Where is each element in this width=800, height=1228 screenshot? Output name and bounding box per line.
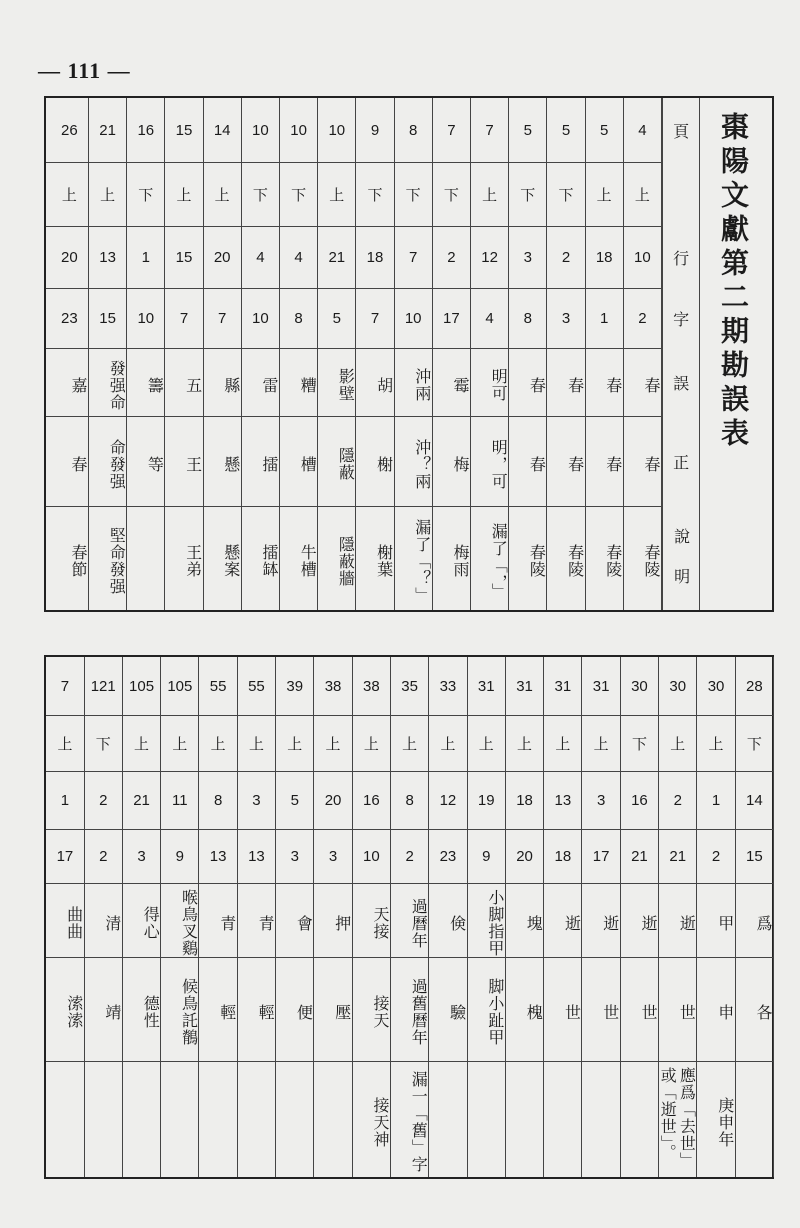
page-cell: 15 (175, 121, 193, 139)
note-cell (276, 1061, 313, 1177)
table-row (509, 98, 547, 610)
page-cell: 7 (485, 121, 494, 139)
column-cell: 上 (61, 186, 77, 204)
char-cell: 2 (99, 847, 108, 865)
error-cell: 籌 (145, 376, 165, 394)
char-cell: 23 (61, 309, 78, 327)
correct-cell: 懸 (221, 455, 241, 473)
error-cell: 甲 (715, 914, 735, 932)
column-cell: 上 (634, 186, 650, 204)
line-cell: 2 (561, 248, 571, 266)
char-cell: 3 (290, 847, 299, 865)
note-cell (583, 1061, 620, 1177)
table-row (586, 98, 624, 610)
char-cell: 10 (404, 309, 422, 327)
table-row (200, 657, 238, 1177)
char-cell: 17 (592, 847, 610, 865)
correct-cell: 王 (183, 455, 203, 473)
column-cell: 上 (596, 186, 612, 204)
column-cell: 上 (134, 735, 150, 753)
page-cell: 55 (209, 677, 227, 695)
table-row (506, 657, 544, 1177)
char-cell: 10 (362, 847, 380, 865)
page-cell: 31 (554, 677, 572, 695)
note-cell (200, 1061, 237, 1177)
page-number: — 111 — (38, 58, 131, 83)
page-cell: 7 (60, 677, 70, 695)
table-row (165, 98, 203, 610)
char-cell: 1 (600, 309, 609, 327)
correct-cell: 命發强 (107, 438, 127, 490)
errata-table-1 (44, 96, 774, 612)
table-row (353, 657, 391, 1177)
note-cell: 隱蔽牆 (336, 535, 356, 587)
line-cell: 18 (516, 791, 533, 809)
char-cell: 7 (218, 309, 227, 327)
correct-cell: 世 (639, 1003, 659, 1021)
correct-cell: 春 (68, 455, 88, 473)
header-page: 頁 (673, 121, 690, 141)
table-row (123, 657, 161, 1177)
column-cell: 上 (100, 186, 116, 204)
error-cell: 爲 (753, 914, 773, 932)
char-cell: 13 (248, 847, 265, 865)
char-cell: 15 (745, 847, 763, 865)
page-cell: 5 (600, 121, 609, 139)
line-cell: 15 (175, 248, 193, 266)
error-cell: 嘉 (68, 376, 88, 394)
table-row (583, 657, 621, 1177)
error-cell: 逝 (639, 914, 659, 932)
correct-cell: 隱蔽 (336, 447, 356, 481)
error-cell: 春 (641, 376, 661, 394)
page-cell: 35 (401, 677, 418, 695)
char-cell: 3 (561, 309, 571, 327)
note-cell (238, 1061, 275, 1177)
char-cell: 13 (209, 847, 227, 865)
line-cell: 21 (133, 791, 150, 809)
line-cell: 4 (294, 248, 303, 266)
page-cell: 28 (745, 677, 763, 695)
line-cell: 16 (362, 791, 380, 809)
column-cell: 上 (176, 186, 192, 204)
note-cell (46, 1061, 83, 1177)
page-cell: 10 (328, 121, 346, 139)
char-cell: 4 (485, 309, 494, 327)
page-cell: 31 (592, 677, 610, 695)
correct-cell: 擂 (259, 455, 279, 473)
table-row (276, 657, 314, 1177)
table-row (314, 657, 352, 1177)
errata-table-2 (44, 655, 774, 1179)
correct-cell: 輕 (256, 1003, 276, 1021)
correct-cell: 世 (677, 1003, 697, 1021)
line-cell: 1 (60, 791, 70, 809)
line-cell: 18 (366, 248, 384, 266)
error-cell: 青 (217, 914, 237, 932)
line-cell: 10 (634, 248, 651, 266)
page-cell: 38 (324, 677, 342, 695)
column-cell: 上 (57, 735, 73, 753)
line-cell: 3 (596, 791, 606, 809)
note-cell: 堅命發强 (107, 527, 127, 595)
header-line: 行 (673, 248, 690, 268)
note-cell (127, 506, 164, 610)
line-cell: 21 (328, 248, 346, 266)
error-cell: 五 (183, 376, 203, 394)
char-cell: 8 (523, 309, 532, 327)
table-row (547, 98, 585, 610)
char-cell: 3 (137, 847, 146, 865)
page-cell: 5 (523, 121, 532, 139)
table-row (621, 657, 659, 1177)
note-cell: 漏一「舊」字 (409, 1071, 429, 1173)
line-cell: 12 (481, 248, 498, 266)
line-cell: 20 (213, 248, 231, 266)
column-cell: 上 (325, 735, 341, 753)
correct-cell: 春 (641, 455, 661, 473)
error-cell: 逝 (562, 914, 582, 932)
correct-cell: 春 (603, 455, 623, 473)
page-cell: 31 (477, 677, 495, 695)
table-row (85, 657, 123, 1177)
column-cell: 下 (631, 735, 647, 753)
column-cell: 下 (520, 186, 536, 204)
correct-cell: 靖 (102, 1003, 122, 1021)
column-cell: 上 (248, 735, 264, 753)
correct-cell: 世 (600, 1003, 620, 1021)
column-cell: 下 (405, 186, 421, 204)
table-row (46, 657, 84, 1177)
page-cell: 7 (447, 121, 456, 139)
error-cell: 春 (565, 376, 585, 394)
error-cell: 得心 (141, 906, 161, 940)
error-cell: 押 (332, 914, 352, 932)
char-cell: 9 (175, 847, 184, 865)
correct-cell: 便 (294, 1003, 314, 1021)
page-cell: 105 (129, 677, 155, 695)
correct-cell: 各 (753, 1003, 773, 1021)
error-cell: 清 (102, 914, 122, 932)
note-cell (468, 1061, 505, 1177)
correct-cell: 溹溹 (64, 995, 84, 1029)
char-cell: 10 (137, 309, 155, 327)
correct-cell: 梅 (450, 455, 470, 473)
table-row (280, 98, 318, 610)
error-cell: 發强命 (107, 359, 127, 411)
correct-cell: 壓 (332, 1003, 352, 1021)
note-cell: 庚申年 (715, 1096, 735, 1148)
note-cell (506, 1061, 543, 1177)
note-cell: 接天神 (370, 1096, 390, 1148)
column-cell: 下 (558, 186, 574, 204)
table-row (544, 657, 582, 1177)
column-cell: 上 (593, 735, 609, 753)
note-cell: 漏了「，」 (489, 522, 509, 600)
table-title-column (694, 98, 772, 610)
column-cell: 下 (746, 735, 762, 753)
note-cell: 懸案 (221, 544, 241, 578)
char-cell: 10 (252, 309, 269, 327)
header-col (663, 162, 699, 226)
page-cell: 14 (213, 121, 231, 139)
table-row (471, 98, 509, 610)
error-cell: 塊 (524, 914, 544, 932)
error-cell: 春 (527, 376, 547, 394)
line-cell: 20 (61, 248, 78, 266)
page-cell: 55 (248, 677, 265, 695)
table-title: 棗陽文獻第二期勘誤表 (717, 112, 750, 452)
column-cell: 下 (443, 186, 459, 204)
table-row (238, 657, 276, 1177)
table-row (127, 98, 165, 610)
correct-cell: 春 (527, 455, 547, 473)
line-cell: 2 (99, 791, 108, 809)
note-cell: 漏了「？」 (412, 518, 432, 604)
char-cell: 17 (56, 847, 74, 865)
char-cell: 2 (711, 847, 721, 865)
error-cell: 春 (603, 376, 623, 394)
error-cell: 喉鳥叉鷄 (179, 889, 199, 957)
char-cell: 5 (332, 309, 341, 327)
page-cell: 21 (99, 121, 116, 139)
column-cell: 下 (252, 186, 268, 204)
correct-cell: 明，可 (489, 438, 509, 490)
char-cell: 9 (482, 847, 491, 865)
char-cell: 2 (405, 847, 414, 865)
column-cell: 下 (291, 186, 307, 204)
correct-cell: 過舊曆年 (409, 978, 429, 1046)
error-cell: 胡 (374, 376, 394, 394)
column-cell: 上 (214, 186, 230, 204)
table-row (356, 98, 394, 610)
header-correct: 正 (673, 452, 690, 472)
table-row (89, 98, 127, 610)
error-cell: 縣 (221, 376, 241, 394)
note-cell: 榭葉 (374, 544, 394, 578)
error-cell: 明可 (489, 368, 509, 402)
page-cell: 30 (631, 677, 648, 695)
correct-cell: 槐 (524, 1003, 544, 1021)
error-cell: 沖兩 (412, 368, 432, 402)
column-cell: 下 (367, 186, 383, 204)
column-cell: 上 (440, 735, 456, 753)
note-cell: 春陵 (603, 544, 623, 578)
line-cell: 1 (141, 248, 150, 266)
page-cell: 33 (439, 677, 457, 695)
column-cell: 上 (670, 735, 686, 753)
note-cell (161, 1061, 198, 1177)
page-cell: 39 (286, 677, 304, 695)
note-cell: 春節 (68, 544, 88, 578)
char-cell: 15 (99, 309, 116, 327)
page-cell: 10 (290, 121, 307, 139)
error-cell: 會 (294, 914, 314, 932)
header-note: 說 明 (671, 528, 691, 588)
note-cell (123, 1061, 160, 1177)
correct-cell: 榭 (374, 455, 394, 473)
line-cell: 19 (477, 791, 495, 809)
column-cell: 下 (95, 735, 111, 753)
note-cell: 王弟 (183, 544, 203, 578)
error-cell: 小脚指甲 (485, 889, 505, 957)
page-cell: 26 (61, 121, 78, 139)
column-cell: 上 (555, 735, 571, 753)
correct-cell: 春 (565, 455, 585, 473)
column-cell: 上 (329, 186, 345, 204)
line-cell: 13 (554, 791, 572, 809)
note-cell: 應爲「去世」或「逝世」。 (658, 1067, 697, 1169)
column-cell: 上 (287, 735, 303, 753)
table-row (51, 98, 89, 610)
line-cell: 11 (172, 791, 188, 809)
note-cell (429, 1061, 466, 1177)
line-cell: 2 (673, 791, 682, 809)
note-cell: 牛槽 (298, 544, 318, 578)
char-cell: 8 (294, 309, 303, 327)
line-cell: 16 (631, 791, 648, 809)
correct-cell: 接天 (370, 995, 390, 1029)
table-row (242, 98, 280, 610)
line-cell: 8 (213, 791, 223, 809)
note-cell: 春陵 (565, 544, 585, 578)
correct-cell: 驗 (447, 1003, 467, 1021)
table-row (468, 657, 506, 1177)
correct-cell: 德性 (141, 995, 161, 1029)
header-error: 誤 (673, 373, 690, 393)
correct-cell: 候鳥託鶺 (179, 978, 199, 1046)
note-cell (736, 1061, 773, 1177)
char-cell: 21 (631, 847, 648, 865)
error-cell: 天接 (370, 906, 390, 940)
table-row (429, 657, 467, 1177)
line-cell: 12 (439, 791, 457, 809)
note-cell: 春陵 (527, 544, 547, 578)
line-cell: 2 (447, 248, 456, 266)
page-cell: 38 (362, 677, 380, 695)
column-cell: 上 (172, 735, 188, 753)
table-row (391, 657, 429, 1177)
page-cell: 8 (409, 121, 418, 139)
page-cell: 30 (707, 677, 725, 695)
char-cell: 23 (439, 847, 457, 865)
note-cell (314, 1061, 351, 1177)
correct-cell: 沖？兩 (412, 438, 432, 490)
correct-cell: 槽 (298, 455, 318, 473)
table-row (395, 98, 433, 610)
header-char: 字 (673, 309, 690, 329)
correct-cell: 申 (715, 1003, 735, 1021)
char-cell: 3 (328, 847, 338, 865)
page-cell: 5 (561, 121, 571, 139)
correct-cell: 脚小趾甲 (485, 978, 505, 1046)
line-cell: 3 (252, 791, 261, 809)
page-cell: 9 (370, 121, 380, 139)
column-cell: 上 (517, 735, 533, 753)
char-cell: 21 (669, 847, 687, 865)
line-cell: 5 (290, 791, 299, 809)
note-cell: 梅雨 (450, 544, 470, 578)
char-cell: 17 (443, 309, 460, 327)
table-row (161, 657, 199, 1177)
error-cell: 霉 (450, 376, 470, 394)
table-row (624, 98, 662, 610)
char-cell: 2 (638, 309, 647, 327)
table-row (204, 98, 242, 610)
line-cell: 14 (745, 791, 763, 809)
column-cell: 上 (402, 735, 418, 753)
char-cell: 18 (554, 847, 572, 865)
error-cell: 倹 (447, 914, 467, 932)
error-cell: 影壁 (336, 368, 356, 402)
line-cell: 13 (99, 248, 116, 266)
error-cell: 逝 (600, 914, 620, 932)
error-cell: 青 (256, 914, 276, 932)
table-row (736, 657, 774, 1177)
page-cell: 105 (167, 677, 193, 695)
column-cell: 下 (138, 186, 154, 204)
char-cell: 7 (179, 309, 189, 327)
column-cell: 上 (363, 735, 379, 753)
error-cell: 逝 (677, 914, 697, 932)
note-cell (85, 1061, 122, 1177)
column-cell: 上 (210, 735, 226, 753)
line-cell: 1 (711, 791, 721, 809)
table-row (318, 98, 356, 610)
page-cell: 121 (90, 677, 116, 695)
correct-cell: 輕 (217, 1003, 237, 1021)
note-cell (544, 1061, 581, 1177)
char-cell: 20 (516, 847, 533, 865)
line-cell: 20 (324, 791, 342, 809)
char-cell: 7 (370, 309, 380, 327)
page-cell: 4 (638, 121, 647, 139)
page-cell: 16 (137, 121, 155, 139)
correct-cell: 等 (145, 455, 165, 473)
line-cell: 7 (409, 248, 418, 266)
correct-cell: 世 (562, 1003, 582, 1021)
table-row (433, 98, 471, 610)
line-cell: 4 (256, 248, 265, 266)
note-cell: 擂缽 (259, 544, 279, 578)
line-cell: 18 (595, 248, 613, 266)
column-cell: 上 (482, 186, 498, 204)
column-cell: 上 (478, 735, 494, 753)
line-cell: 8 (405, 791, 414, 809)
table-row (659, 657, 697, 1177)
line-cell: 3 (523, 248, 532, 266)
page-cell: 31 (516, 677, 533, 695)
error-cell: 過曆年 (409, 897, 429, 949)
note-cell (621, 1061, 658, 1177)
error-cell: 雷 (259, 376, 279, 394)
column-cell: 上 (708, 735, 724, 753)
error-cell: 糟 (298, 376, 318, 394)
header-column (662, 98, 700, 610)
table-row (697, 657, 735, 1177)
note-cell: 春陵 (641, 544, 661, 578)
page-cell: 10 (252, 121, 269, 139)
error-cell: 曲曲 (64, 906, 84, 940)
page-cell: 30 (669, 677, 687, 695)
